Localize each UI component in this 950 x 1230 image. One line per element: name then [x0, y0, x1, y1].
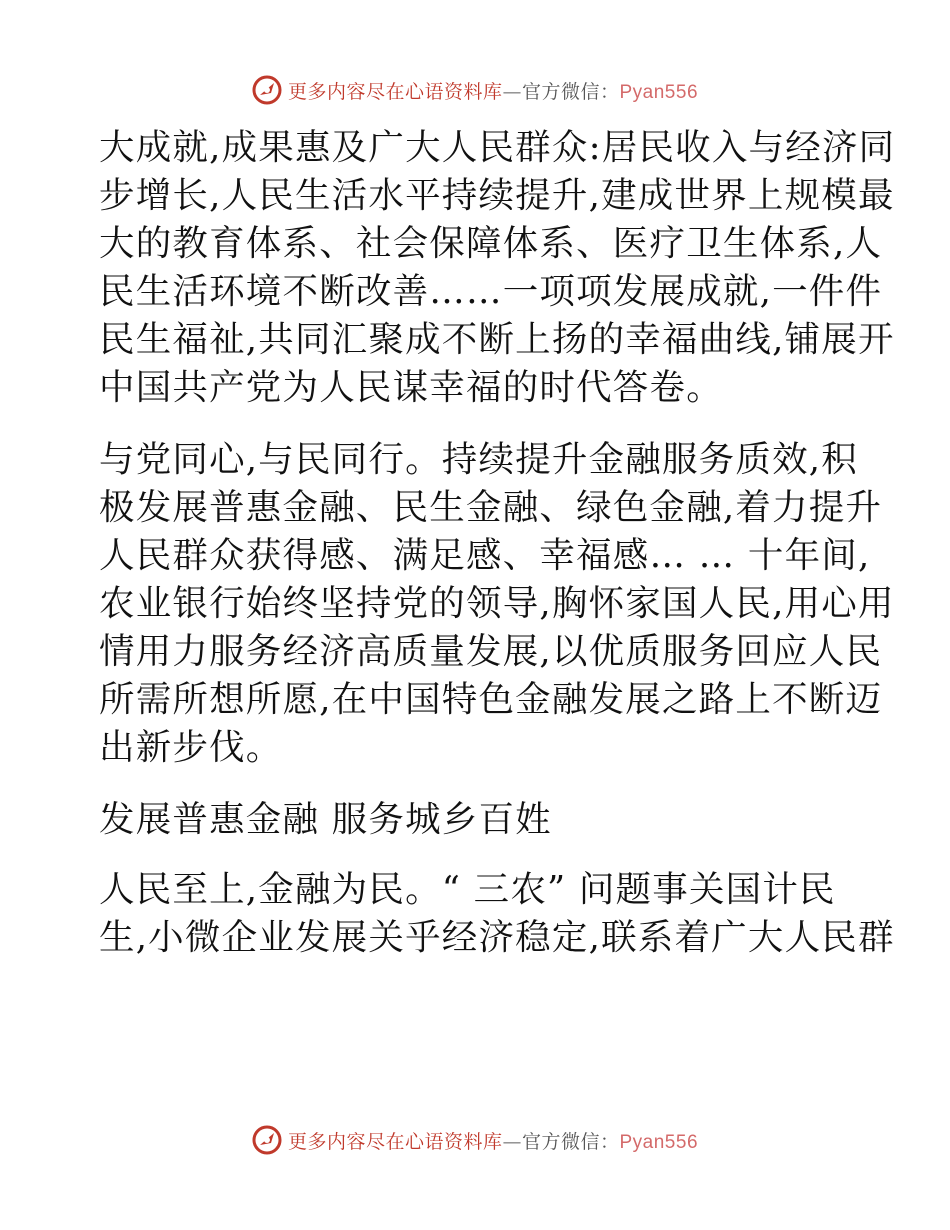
- library-logo-icon: [252, 1125, 282, 1155]
- text-line: 步增长,人民生活水平持续提升,建成世界上规模最: [99, 175, 895, 216]
- header-watermark: [0, 70, 950, 110]
- document-body: [99, 124, 896, 962]
- heading-line: 发展普惠金融 服务城乡百姓: [99, 799, 552, 840]
- section-heading: [99, 796, 851, 844]
- paragraph: [99, 866, 895, 962]
- text-line: 极发展普惠金融、民生金融、绿色金融,着力提升: [99, 487, 883, 528]
- text-line: 中国共产党为人民谋幸福的时代答卷。: [99, 367, 723, 408]
- footer-watermark: [0, 1120, 950, 1160]
- text-line: 所需所想所愿,在中国特色金融发展之路上不断迈: [99, 679, 883, 720]
- text-line: 大的教育体系、社会保障体系、医疗卫生体系,人: [99, 223, 883, 264]
- text-line: 人民群众获得感、满足感、幸福感… … 十年间,: [99, 535, 871, 576]
- text-line: 农业银行始终坚持党的领导,胸怀家国人民,用心用: [99, 583, 895, 624]
- text-line: 人民至上,金融为民。“ 三农” 问题事关国计民: [99, 869, 836, 910]
- watermark-text: 更多内容尽在心语资料库—官方微信：Pyan556: [287, 1130, 699, 1153]
- text-line: 与党同心,与民同行。持续提升金融服务质效,积: [99, 439, 858, 480]
- text-line: 情用力服务经济高质量发展,以优质服务回应人民: [99, 631, 883, 672]
- paragraph: [99, 436, 895, 772]
- library-logo-icon: [252, 75, 282, 105]
- text-line: 出新步伐。: [99, 727, 283, 768]
- text-line: 民生活环境不断改善……一项项发展成就,一件件: [99, 271, 883, 312]
- text-line: 生,小微企业发展关乎经济稳定,联系着广大人民群: [99, 917, 895, 958]
- text-line: 大成就,成果惠及广大人民群众:居民收入与经济同: [99, 127, 896, 168]
- text-line: 民生福祉,共同汇聚成不断上扬的幸福曲线,铺展开: [99, 319, 895, 360]
- paragraph: [99, 124, 896, 412]
- watermark-text: 更多内容尽在心语资料库—官方微信：Pyan556: [287, 80, 699, 103]
